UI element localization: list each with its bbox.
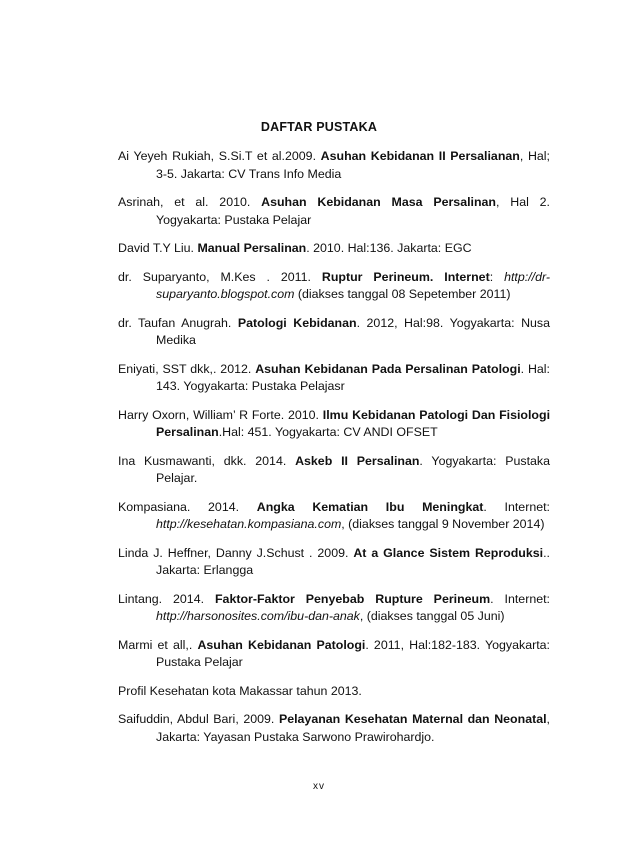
reference-title: Pelayanan Kesehatan Maternal dan Neonatal [278, 712, 547, 726]
reference-entry [118, 361, 550, 396]
reference-text: David T.Y Liu. [118, 241, 198, 255]
reference-url: http://harsonosites.com/ibu-dan-anak [156, 609, 360, 623]
reference-text: . Hal: 143. Yogyakarta: Pustaka Pelajasr [156, 361, 550, 393]
reference-text: , Hal 2. Yogyakarta: Pustaka Pelajar [156, 195, 550, 227]
reference-entry [118, 683, 550, 701]
page-number: xv [313, 781, 325, 792]
reference-text: Saifuddin, Abdul Bari, 2009. [118, 712, 279, 726]
reference-text: Linda J. Heffner, Danny J.Schust . 2009. [118, 545, 354, 560]
reference-entry [118, 711, 550, 746]
reference-text: . 2010. Hal:136. Jakarta: EGC [306, 241, 472, 255]
reference-entry [118, 315, 550, 350]
reference-text: Eniyati, SST dkk,. 2012. [118, 361, 256, 376]
reference-url: http://dr-suparyanto.blogspot.com [156, 269, 550, 301]
reference-title: Ruptur Perineum. Internet [321, 269, 490, 284]
reference-title: Angka Kematian Ibu Meningkat [256, 499, 484, 514]
reference-text: . Yogyakarta: Pustaka Pelajar. [156, 453, 550, 485]
reference-entry [118, 194, 550, 229]
reference-text: Ai Yeyeh Rukiah, S.Si.T et al.2009. [118, 149, 321, 163]
reference-text: Ina Kusmawanti, dkk. 2014. [118, 453, 296, 468]
reference-text: Profil Kesehatan kota Makassar tahun 2013. [118, 683, 362, 698]
reference-title: Asuhan Kebidanan Masa Persalinan [261, 195, 496, 209]
reference-text: , Jakarta: Yayasan Pustaka Sarwono Prawirohardjo. [156, 712, 550, 744]
reference-entry [118, 499, 550, 534]
reference-title: Askeb II Persalinan [295, 453, 420, 468]
reference-text: , (diakses tanggal 9 November 2014) [341, 517, 545, 531]
reference-text: Marmi et all,. [118, 637, 198, 652]
reference-title: Asuhan Kebidanan Patologi [197, 637, 366, 652]
reference-text: . 2012, Hal:98. Yogyakarta: Nusa Medika [156, 315, 550, 347]
reference-text: dr. Taufan Anugrah. [118, 315, 238, 330]
reference-text: . 2011, Hal:182-183. Yogyakarta: Pustaka Pelajar [156, 637, 550, 669]
reference-url: http://kesehatan.kompasiana.com [156, 517, 342, 531]
reference-text: : [489, 269, 505, 284]
reference-entry [118, 545, 550, 580]
reference-title: Ilmu Kebidanan Patologi Dan Fisiologi Persalinan [156, 407, 551, 439]
reference-text: Kompasiana. 2014. [118, 499, 257, 514]
reference-text: Harry Oxorn, William’ R Forte. 2010. [118, 407, 323, 422]
reference-text: .Hal: 451. Yogyakarta: CV ANDI OFSET [218, 425, 438, 439]
reference-entry [118, 591, 550, 626]
reference-text: . Internet: [483, 499, 550, 514]
reference-title: At a Glance Sistem Reproduksi [353, 545, 544, 560]
reference-entry [118, 637, 550, 672]
reference-entry [118, 148, 550, 183]
reference-title: Faktor-Faktor Penyebab Rupture Perineum [214, 591, 491, 606]
reference-title: Asuhan Kebidanan Pada Persalinan Patologi [255, 361, 521, 376]
reference-entry [118, 240, 550, 258]
reference-entry [118, 269, 550, 304]
reference-text: Lintang. 2014. [118, 591, 215, 606]
reference-entry [118, 453, 550, 488]
reference-text: dr. Suparyanto, M.Kes . 2011. [118, 269, 322, 284]
reference-text: (diakses tanggal 08 Sepetember 2011) [294, 287, 511, 301]
reference-title: Patologi Kebidanan [237, 315, 357, 330]
reference-text: Asrinah, et al. 2010. [118, 195, 262, 209]
reference-title: Asuhan Kebidanan II Persalianan [320, 149, 520, 163]
reference-text: , (diakses tanggal 05 Juni) [359, 609, 505, 623]
page-title: DAFTAR PUSTAKA [260, 120, 378, 134]
reference-text: , Hal; 3-5. Jakarta: CV Trans Info Media [156, 149, 550, 181]
reference-title: Manual Persalinan [197, 241, 307, 255]
reference-text: .. Jakarta: Erlangga [156, 545, 550, 577]
reference-entry [118, 407, 550, 442]
reference-list [118, 148, 550, 757]
reference-text: . Internet: [490, 591, 550, 606]
